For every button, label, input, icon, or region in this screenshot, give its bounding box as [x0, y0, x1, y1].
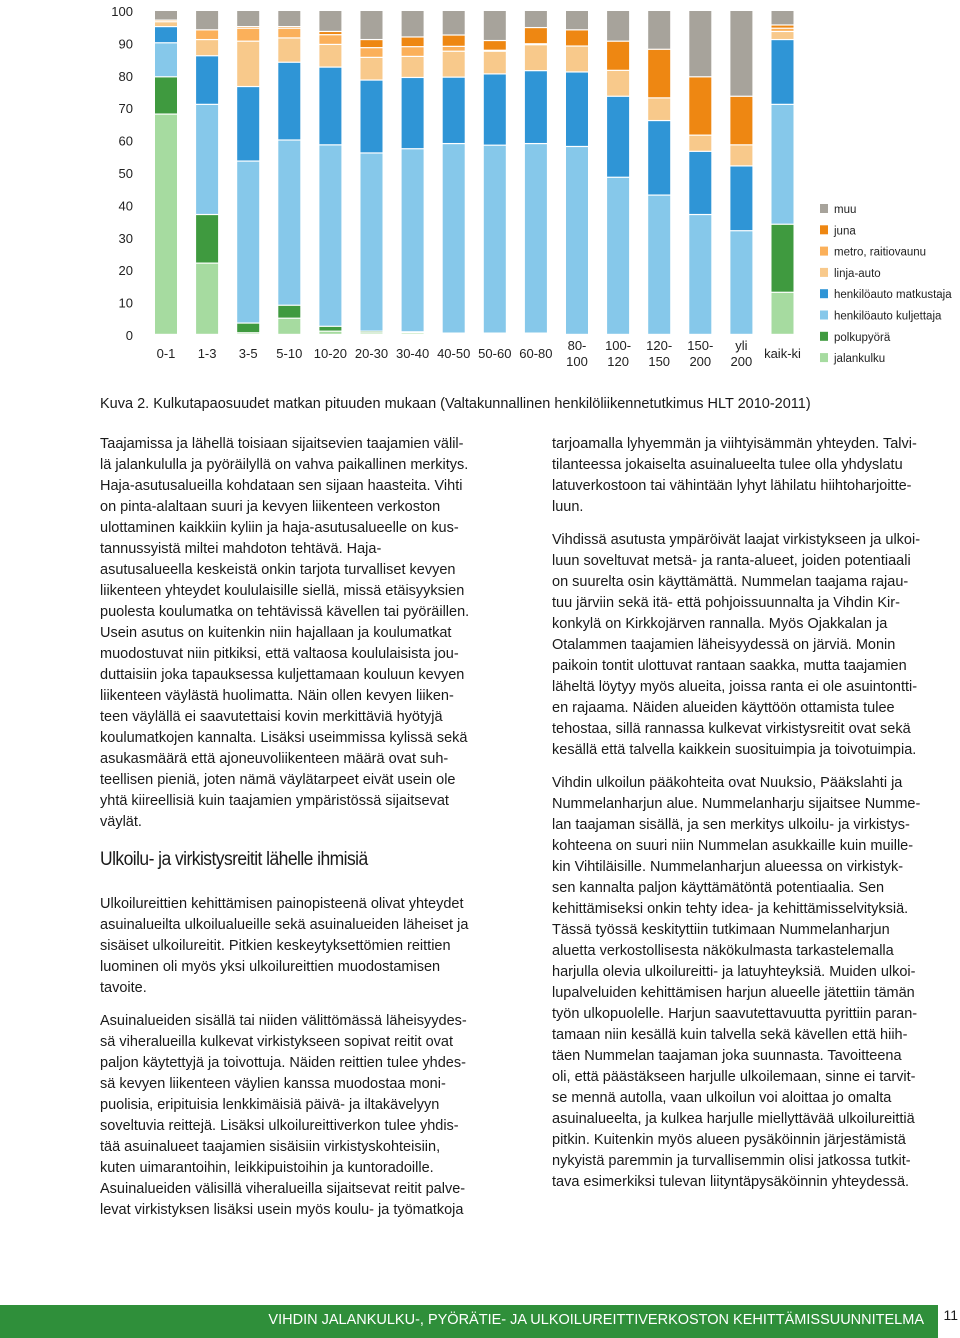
bar-segment [237, 162, 259, 323]
x-tick-label: 200 [689, 354, 712, 369]
bar-segment [730, 11, 752, 96]
x-tick-label: 80- [567, 338, 587, 353]
bar-segment [237, 87, 259, 160]
bar-segment [319, 11, 341, 31]
bar-segment [361, 81, 383, 153]
legend-label: jalankulku [834, 353, 886, 366]
x-tick-label: 10-20 [313, 346, 348, 361]
bar-segment [730, 97, 752, 144]
legend-label: henkilöauto matkustaja [834, 289, 952, 302]
x-tick-label: 30-40 [395, 346, 430, 361]
bar-segment [155, 43, 177, 76]
bar-segment [237, 324, 259, 333]
bar-segment [730, 231, 752, 333]
x-tick-label: 200 [730, 354, 753, 369]
bar-segment [278, 29, 300, 38]
bar-segment [155, 22, 177, 26]
bar-segment [607, 97, 629, 177]
legend-swatch [820, 332, 828, 341]
legend-swatch [820, 247, 828, 256]
bar-segment [319, 332, 341, 334]
bar-segment [566, 147, 588, 334]
legend-swatch [820, 225, 828, 234]
bar-segment [196, 264, 218, 334]
x-tick-label: 120- [646, 338, 673, 353]
bar-segment [319, 32, 341, 34]
bar-segment [402, 78, 424, 148]
x-tick-label: 150 [648, 354, 671, 369]
bar-segment [278, 319, 300, 334]
bar-segment [278, 39, 300, 62]
x-tick-label: 150- [687, 338, 714, 353]
bar-segment [237, 29, 259, 41]
bar-segment [278, 306, 300, 318]
legend-label: polkupyörä [834, 331, 891, 344]
figure-caption: Kuva 2. Kulkutapaosuudet matkan pituuden mukaan (Valtakunnallinen henkilöliikennetutkimus HLT 2010-2011) [100, 396, 811, 412]
bar-segment [196, 30, 218, 39]
y-tick-label: 90 [118, 36, 133, 52]
paragraph-lakes-forests: Vihdissä asutusta ympäröivät laajat virkistykseen ja ulkoi- luun soveltuvat metsä- ja ranta-alueet, joiden potentiaali on suurelta osin käyttämättä. Nummelan taajama rajau- tuu järviin sekä itä- että pohjoissuunnalta ja Vihdin Kir- konkylä on Kirkkojärven rannalla. Myös Ojakkalan ja Otalammen taajamien läheisyydessä on järviä. Monin paikoin tontit ulottuvat rantaan saakka, mutta taajamien läheltä löytyy myös alueita, joissa ranta ei ole asuintontti- en rajaama. Näiden alueiden käyttöön ottamista tulee tehostaa, sillä rannassa kulkevat virkistysreitit ovat sekä kesällä että talvella kaikkein suosituimpia ja toivotuimpia. [552, 532, 921, 758]
bar-segment [607, 178, 629, 334]
y-tick-label: 70 [118, 101, 133, 117]
y-tick-label: 10 [118, 295, 133, 311]
bar-segment [443, 144, 465, 332]
bar-segment [689, 136, 711, 151]
bar-segment [772, 40, 794, 104]
bar-segment [772, 105, 794, 224]
legend-swatch [820, 268, 828, 277]
section-heading: Ulkoilu- ja virkistysreitit lähelle ihmisiä [100, 849, 368, 870]
bar-segment [772, 225, 794, 292]
bar-segment [319, 35, 341, 44]
mode-share-chart [100, 0, 960, 378]
bar-segment [443, 11, 465, 34]
x-tick-label: 5-10 [276, 346, 303, 361]
bar-segment [648, 196, 670, 334]
bar-segment [484, 11, 506, 40]
bar-segment [772, 26, 794, 28]
bar-segment [278, 11, 300, 26]
legend-label: henkilöauto kuljettaja [834, 310, 942, 323]
x-tick-label: 60-80 [519, 346, 553, 361]
bar-segment [689, 77, 711, 134]
bar-segment [402, 149, 424, 331]
bar-segment [689, 152, 711, 214]
bar-segment [648, 98, 670, 119]
x-tick-label: 3-5 [238, 346, 258, 361]
bar-segment [443, 52, 465, 77]
bar-segment [155, 27, 177, 42]
bar-segment [196, 215, 218, 262]
x-tick-label: 0-1 [156, 346, 176, 361]
y-tick-label: 60 [118, 133, 133, 149]
page-number: 11 [943, 1307, 958, 1323]
legend-swatch [820, 289, 828, 298]
bar-segment [361, 40, 383, 47]
bar-segment [689, 215, 711, 334]
left-column [100, 434, 518, 1233]
right-column [552, 434, 960, 1205]
bar-segment [402, 57, 424, 77]
bar-segment [361, 48, 383, 57]
paragraph-outdoor-routes: Ulkoilureittien kehittämisen painopisteenä olivat yhteydet asuinalueilta ulkoilualueille sekä asuinalueiden läheiset ja sisäiset ulkoilureitit. Pitkien keskeytyksettömien reittien luominen oli myös yksi ulkoilureittien muodostamisen tavoite. [100, 896, 469, 996]
x-tick-label: 100 [566, 354, 588, 369]
x-tick-label: 20-30 [354, 346, 389, 361]
legend-label: muu [834, 204, 857, 216]
x-tick-label: 120 [607, 354, 629, 369]
bar-segment [772, 11, 794, 24]
paragraph-residential-routes: Asuinalueiden sisällä tai niiden välittömässä läheisyydes- sä viheralueilla kulkevat virkistykseen sopivat reitit ovat paljon käytettyjä ja toivottuja. Näiden reittien tulee yhdes- sä kevyen liikenteen väylien kanssa muodostaa moni- puolisia, eripituisia lenkkimäisiä päivä- ja iltakävelyyn soveltuvia reittejä. Lisäksi ulkoilureittiverkon tulee yhdis- tää asuinalueet taajamien sisäisiin virkistyskohteisiin, kuten uimarantoihin, leikkipuistoihin ja kuntoradoille. Asuinalueiden välisillä viheralueilla sijaitsevat reitit palve- levat virkistyksen lisäksi usein myös koulu- ja työmatkoja [100, 1013, 467, 1218]
y-tick-label: 50 [118, 166, 133, 181]
x-tick-label: 50-60 [478, 346, 512, 361]
legend-swatch [820, 353, 828, 362]
bar-segment [237, 11, 259, 26]
bar-segment [566, 30, 588, 45]
bar-segment [648, 50, 670, 97]
bar-segment [484, 52, 506, 73]
bar-segment [361, 58, 383, 79]
legend-swatch [820, 204, 828, 213]
bar-segment [566, 11, 588, 29]
bar-segment [443, 36, 465, 46]
bar-segment [484, 75, 506, 145]
bar-segment [689, 11, 711, 76]
bar-segment [155, 115, 177, 334]
footer-title: VIHDIN JALANKULKU-, PYÖRÄTIE- JA ULKOILUREITTIVERKOSTON KEHITTÄMISSUUNNITELMA [268, 1312, 924, 1328]
bar-segment [319, 45, 341, 66]
legend-label: juna [834, 225, 856, 238]
bar-segment [319, 68, 341, 145]
bar-segment [648, 11, 670, 49]
bar-segment [319, 327, 341, 331]
bar-segment [402, 38, 424, 47]
bar-segment [730, 167, 752, 231]
bar-segment [525, 144, 547, 332]
bar-segment [361, 11, 383, 39]
bar-segment [196, 11, 218, 29]
bar-segment [484, 41, 506, 50]
paragraph-ski-tracks: tarjoamalla lyhyemmän ja viihtyisämmän yhteyden. Talvi- tilanteessa jokaiselta asuinalueelta tulee olla yhdyslatu latuverkostoon tai vähintään lyhyt lähilatu hiihtoharjoitte- luun. [552, 436, 917, 515]
bar-segment [607, 71, 629, 96]
bar-segment [319, 145, 341, 325]
x-tick-label: 40-50 [437, 346, 471, 361]
bar-segment [237, 42, 259, 86]
bar-segment [155, 77, 177, 113]
bar-segment [730, 145, 752, 165]
y-tick-label: 30 [118, 230, 133, 246]
bar-segment [402, 47, 424, 56]
bar-segment [772, 293, 794, 334]
y-tick-label: 40 [118, 198, 133, 214]
bar-segment [525, 45, 547, 70]
bar-segment [196, 105, 218, 214]
bar-segment [196, 56, 218, 103]
bar-segment [443, 78, 465, 143]
paragraph-light-traffic: Taajamissa ja lähellä toisiaan sijaitsevien taajamien välil- lä jalankululla ja pyöräilyllä on vahva paikallinen merkitys. Haja-asutusalueilla kohdataan sen sijaan haasteita. Vihti on pinta-alaltaan suuri ja kevyen liikenteen verkoston ulottaminen kaikkiin kyliin ja haja-asutusalueelle on kus- tannussyistä miltei mahdoton tehtävä. Haja- asutusalueella keskeistä onkin tarjota turvalliset kevyen liikenteen yhteydet koululaisille siellä, missä etäisyyksien puolesta koulumatka on tehtävissä kävellen tai pyöräillen. Usein asutus on kuitenkin niin hajallaan ja koulumatkat muodostuvat niin pitkiksi, että valtaosa koululaisista jou- duttaisiin joka tapauksessa kuljettamaan kouluun kevyen liikenteen väylästä huolimatta. Näin ollen kevyen liiken- teen väylällä ei saavutettaisi kovin merkittäviä hyötyjä koulumatkojen kannalta. Lisäksi useimmissa kylissä sekä asukasmäärä että ajoneuvoliikenteen määrä ovat suh- teellisen pieniä, joten nämä väylätarpeet eivät usein ole yhtä kiireellisiä kuin taajamien ympäristössä sijaitsevat väylät. [100, 436, 470, 830]
x-tick-label: 100- [605, 338, 632, 353]
bar-segment [772, 29, 794, 31]
bar-segment [607, 42, 629, 70]
bar-segment [525, 71, 547, 143]
bar-segment [278, 141, 300, 305]
bar-segment [525, 28, 547, 43]
stacked-bar-chart-svg [100, 0, 960, 378]
x-tick-label: kaik-ki [764, 346, 801, 361]
y-tick-label: 100 [111, 4, 133, 19]
paragraph-nummelanharju: Vihdin ulkoilun pääkohteita ovat Nuuksio, Pääkslahti ja Nummelanharjun alue. Nummelanharju sijaitsee Numme- lan taajaman sisällä, ja sen merkitys ulkoilu- ja virkistys- kohteena on suuri niin Nummelan asukkaille kuin muille- kin Vihtiläisille. Nummelanharjun alueessa on virkistyk- sen kannalta paljon käyttämätöntä potentiaalia. Sen kehittämiseksi onkin tehty idea- ja kehittämisselvityksiä. Tässä työssä keskityttiin tutkimaan Nummelanharjun aluetta verkostollisesta näkökulmasta tarkastelemalla harjulla olevia ulkoilureitti- ja latuyhteyksiä. Muiden ulkoi- lupalveluiden kehittämisen harjun alueelle jätettiin tämän työn ulkopuolelle. Harjun saavutettavuutta pyrittiin paran- tamaan niin kesällä kuin talvella sekä kävellen että hiih- täen Nummelan taajaman joka suunnasta. Tavoitteena oli, että päästäkseen harjulle ulkoilemaan, sinne ei tarvit- se mennä autolla, vaan ulkoilun voi aloittaa jo omalta asuinalueelta, ja kulkea harjulle miellyttävää ulkoilureittiä pitkin. Kuitenkin myös alueen pysäköinnin järjestämistä nykyistä paremmin ja turvallisemmin olisi jatkossa tutkit- tava esimerkiksi tulevan liityntäpysäköinnin yhteydessä. [552, 775, 921, 1190]
bar-segment [607, 11, 629, 41]
bar-segment [772, 32, 794, 39]
bar-segment [566, 47, 588, 72]
x-tick-label: yli [735, 338, 748, 353]
legend-swatch [820, 311, 828, 320]
y-tick-label: 20 [118, 263, 133, 279]
bar-segment [525, 11, 547, 27]
legend-label: metro, raitiovaunu [834, 246, 927, 259]
legend-label: linja-auto [834, 267, 881, 280]
x-tick-label: 1-3 [197, 346, 217, 361]
bar-segment [361, 154, 383, 331]
bar-segment [155, 11, 177, 20]
bar-segment [484, 146, 506, 333]
bar-segment [648, 121, 670, 194]
bar-segment [566, 73, 588, 146]
y-tick-label: 80 [118, 68, 133, 84]
bar-segment [443, 47, 465, 51]
bar-segment [278, 63, 300, 140]
bar-segment [196, 40, 218, 55]
footer-bar [0, 1305, 938, 1338]
y-tick-label: 0 [125, 328, 133, 343]
bar-segment [402, 11, 424, 36]
